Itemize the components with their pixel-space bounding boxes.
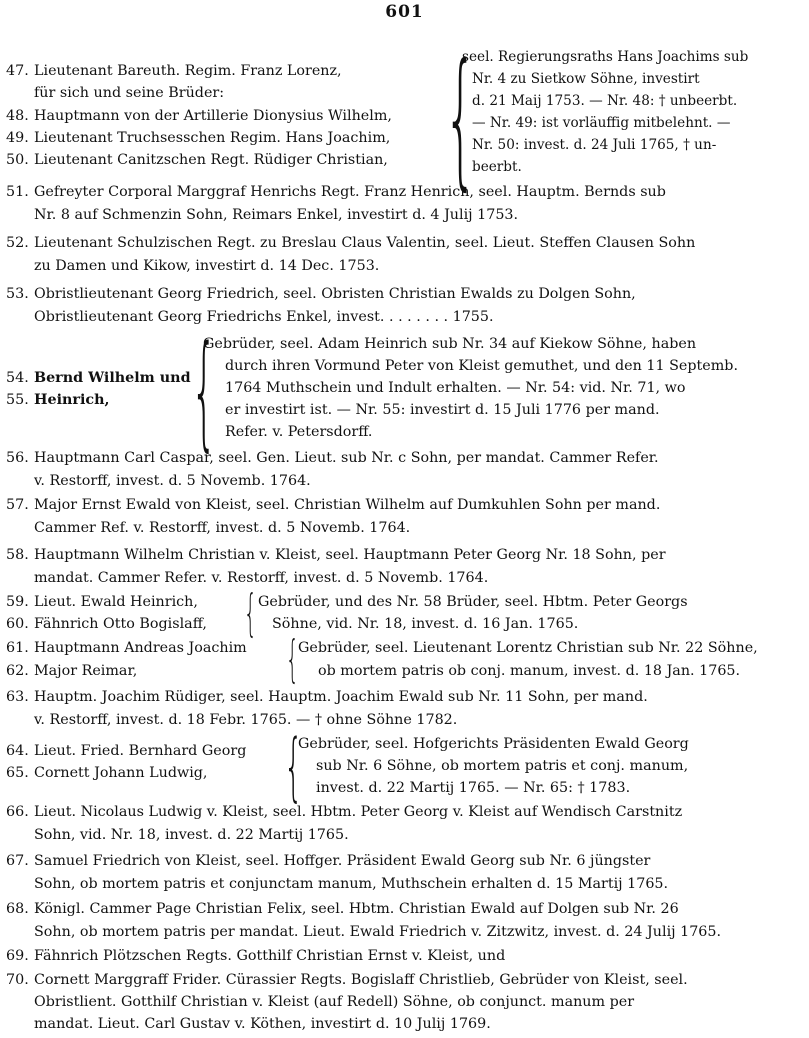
entry-text: Hauptmann Andreas Joachim [34,640,247,656]
brace-icon: { [244,584,257,642]
entry-text: Nr. 8 auf Schmenzin Sohn, Reimars Enkel, investirt d. 4 Julij 1753. [34,207,519,223]
entry-number: 67. [6,853,29,869]
entry-text: Sohn, ob mortem patris et conjunctam manum, Muthschein erhalten d. 15 Martij 1765. [34,876,669,892]
entry-text: Obristlient. Gotthilf Christian v. Kleist (auf Redell) Söhne, ob conjunct. manum per [34,994,635,1010]
group-line: Gebrüder, und des Nr. 58 Brüder, seel. Hbtm. Peter Georgs [258,594,688,610]
entry-text: mandat. Cammer Refer. v. Restorff, invest. d. 5 Novemb. 1764. [34,570,489,586]
entry-number: 57. [6,497,29,513]
entry-number: 52. [6,235,29,251]
entry-text: Lieutenant Canitzschen Regt. Rüdiger Christian, [34,152,388,168]
group-line: d. 21 Maij 1753. — Nr. 48: † unbeerbt. [472,93,738,109]
entry-text: Hauptm. Joachim Rüdiger, seel. Hauptm. Joachim Ewald sub Nr. 11 Sohn, per mand. [34,689,648,705]
entry-text: Sohn, ob mortem patris per mandat. Lieut. Ewald Friedrich v. Zitzwitz, invest. d. 24 Julij 1765. [34,924,722,940]
brace-icon: { [284,724,303,810]
entry-number: 63. [6,689,29,705]
group-line: Nr. 4 zu Sietkow Söhne, investirt [472,71,700,87]
entry-text: zu Damen und Kikow, investirt d. 14 Dec. 1753. [34,258,380,274]
entry-text: Fähnrich Otto Bogislaff, [34,616,207,632]
entry-text: Samuel Friedrich von Kleist, seel. Hoffger. Präsident Ewald Georg sub Nr. 6 jüngster [34,853,651,869]
entry-text: Gefreyter Corporal Marggraf Henrichs Regt. Franz Henrich, seel. Hauptm. Bernds sub [34,184,666,200]
entry-number: 58. [6,547,29,563]
entry-number: 53. [6,286,29,302]
entry-number: 59. [6,594,29,610]
brace-icon: { [191,320,218,464]
entry-number: 64. [6,743,29,759]
entry-number: 61. [6,640,29,656]
entry-number: 69. [6,948,29,964]
entry-text: Hauptmann Wilhelm Christian v. Kleist, seel. Hauptmann Peter Georg Nr. 18 Sohn, per [34,547,666,563]
brace-icon: { [286,630,299,688]
entry-text: Hauptmann von der Artillerie Dionysius Wilhelm, [34,108,392,124]
group-line: Refer. v. Petersdorff. [225,424,373,440]
group-line: Gebrüder, seel. Adam Heinrich sub Nr. 34 auf Kiekow Söhne, haben [203,336,697,352]
entry-number: 62. [6,663,29,679]
group-line: Gebrüder, seel. Hofgerichts Präsidenten Ewald Georg [298,736,689,752]
entry-text: mandat. Lieut. Carl Gustav v. Köthen, investirt d. 10 Julij 1769. [34,1016,491,1032]
entry-text: Obristlieutenant Georg Friedrich, seel. Obristen Christian Ewalds zu Dolgen Sohn, [34,286,636,302]
group-line: beerbt. [472,159,522,175]
entry-text: Lieut. Ewald Heinrich, [34,594,198,610]
group-line: Gebrüder, seel. Lieutenant Lorentz Christian sub Nr. 22 Söhne, [298,640,758,656]
group-line: sub Nr. 6 Söhne, ob mortem patris et conj. manum, [316,758,689,774]
group-line: seel. Regierungsraths Hans Joachims sub [462,49,749,65]
entry-number: 49. [6,130,29,146]
entry-text: Lieutenant Bareuth. Regim. Franz Lorenz, [34,63,342,79]
entry-number: 66. [6,804,29,820]
group-line: durch ihren Vormund Peter von Kleist gemuthet, und den 11 Septemb. [225,358,738,374]
entry-number: 47. [6,63,29,79]
entry-number: 65. [6,765,29,781]
entry-text: Königl. Cammer Page Christian Felix, seel. Hbtm. Christian Ewald auf Dolgen sub Nr. 26 [34,901,679,917]
entry-text: Major Ernst Ewald von Kleist, seel. Christian Wilhelm auf Dumkuhlen Sohn per mand. [34,497,661,513]
entry-text: Bernd Wilhelm und [34,370,191,386]
entry-number: 55. [6,392,29,408]
entry-text: Obristlieutenant Georg Friedrichs Enkel, invest. . . . . . . . 1755. [34,309,494,325]
entry-number: 56. [6,450,29,466]
entry-text: v. Restorff, invest. d. 5 Novemb. 1764. [34,473,311,489]
group-line: Nr. 50: invest. d. 24 Juli 1765, † un- [472,137,717,153]
group-line: 1764 Muthschein und Indult erhalten. — Nr. 54: vid. Nr. 71, wo [225,380,686,396]
entry-text: Cornett Johann Ludwig, [34,765,208,781]
group-line: ob mortem patris ob conj. manum, invest. d. 18 Jan. 1765. [318,663,741,679]
entry-text: Cammer Ref. v. Restorff, invest. d. 5 Novemb. 1764. [34,520,411,536]
entry-text: Lieutenant Truchsesschen Regim. Hans Joachim, [34,130,391,146]
entry-text: Sohn, vid. Nr. 18, invest. d. 22 Martij 1765. [34,827,349,843]
entry-text: für sich und seine Brüder: [34,85,225,101]
entry-text: v. Restorff, invest. d. 18 Febr. 1765. — † ohne Söhne 1782. [34,712,458,728]
entry-number: 48. [6,108,29,124]
entry-text: Cornett Marggraff Frider. Cürassier Regts. Bogislaff Christlieb, Gebrüder von Kleist, seel. [34,972,688,988]
entry-number: 54. [6,370,29,386]
entry-text: Lieutenant Schulzischen Regt. zu Breslau Claus Valentin, seel. Lieut. Steffen Clausen Sohn [34,235,696,251]
entry-number: 51. [6,184,29,200]
group-line: Söhne, vid. Nr. 18, invest. d. 16 Jan. 1765. [272,616,579,632]
entry-text: Lieut. Nicolaus Ludwig v. Kleist, seel. Hbtm. Peter Georg v. Kleist auf Wendisch Carstnitz [34,804,683,820]
entry-number: 68. [6,901,29,917]
entry-text: Major Reimar, [34,663,138,679]
page-number: 601 [385,2,424,22]
entry-number: 50. [6,152,29,168]
entry-text: Heinrich, [34,392,110,408]
entry-text: Hauptmann Carl Caspar, seel. Gen. Lieut. sub Nr. c Sohn, per mandat. Cammer Refer. [34,450,659,466]
entry-number: 70. [6,972,29,988]
entry-text: Lieut. Fried. Bernhard Georg [34,743,247,759]
group-line: — Nr. 49: ist vorläuffig mitbelehnt. — [472,115,731,131]
group-line: invest. d. 22 Martij 1765. — Nr. 65: † 1783. [316,780,631,796]
brace-icon: { [444,32,477,204]
entry-text: Fähnrich Plötzschen Regts. Gotthilf Christian Ernst v. Kleist, und [34,948,506,964]
entry-number: 60. [6,616,29,632]
group-line: er investirt ist. — Nr. 55: investirt d. 15 Juli 1776 per mand. [225,402,660,418]
